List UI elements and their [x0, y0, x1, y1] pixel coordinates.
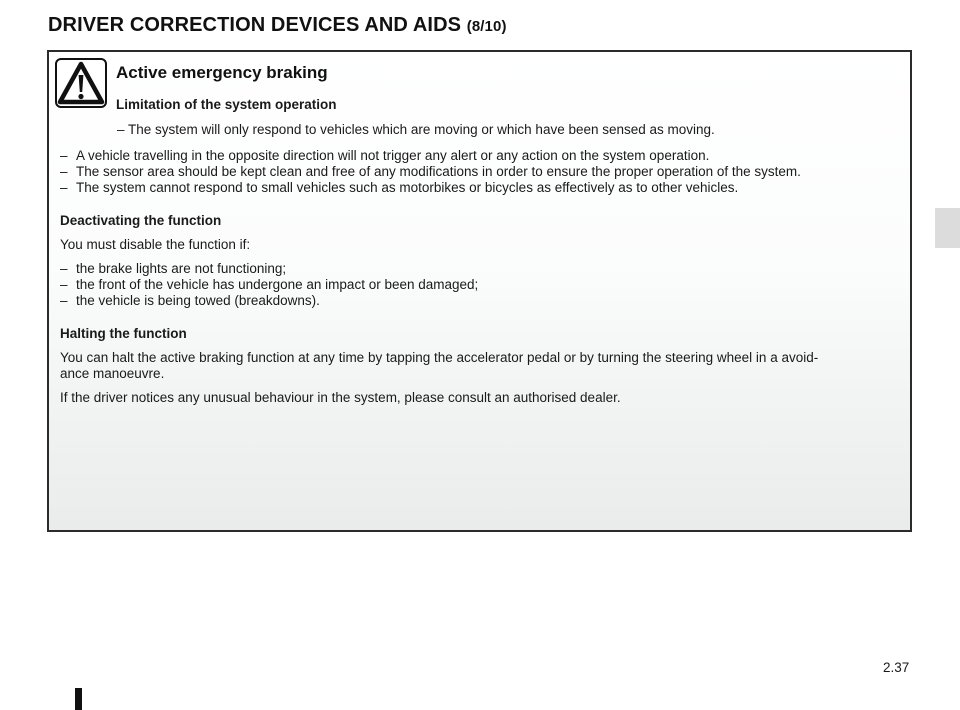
page-edge-mark: [75, 688, 82, 710]
list-item: [60, 164, 901, 180]
list-item: [60, 293, 901, 309]
list-item-text: The sensor area should be kept clean and free of any modifications in order to ensure the proper operation of the system.: [76, 164, 801, 179]
list-item-text: the brake lights are not functioning;: [76, 261, 287, 276]
warning-box: [47, 50, 912, 532]
warning-triangle-icon: [55, 58, 107, 108]
page-counter: (8/10): [466, 18, 507, 35]
list-dash: –: [60, 180, 68, 195]
page-number: 2.37: [883, 660, 910, 675]
list-dash: –: [60, 277, 68, 292]
list-item: [60, 148, 901, 164]
list-dash: –: [60, 164, 68, 179]
deactivating-heading: Deactivating the function: [60, 213, 222, 228]
page-title: [48, 14, 507, 37]
box-heading: Active emergency braking: [116, 63, 328, 82]
section-tab: [935, 208, 960, 248]
list-item: [60, 180, 901, 196]
halting-paragraph: [60, 350, 901, 382]
limitation-indented-item: – The system will only respond to vehicles which are moving or which have been sensed as moving.: [117, 122, 715, 137]
list-item: [60, 261, 901, 277]
list-item: [60, 277, 901, 293]
list-item-text: the front of the vehicle has undergone an impact or been damaged;: [76, 277, 479, 292]
list-item-text: A vehicle travelling in the opposite direction will not trigger any alert or any action on the system operation.: [76, 148, 710, 163]
list-dash: –: [60, 261, 68, 276]
list-item-text: the vehicle is being towed (breakdowns).: [76, 293, 320, 308]
warning-content: [60, 148, 901, 414]
list-item-text: The system cannot respond to small vehicles such as motorbikes or bicycles as effectively as to other vehicles.: [76, 180, 739, 195]
limitation-heading: Limitation of the system operation: [116, 97, 337, 112]
dealer-paragraph: If the driver notices any unusual behaviour in the system, please consult an authorised dealer.: [60, 390, 621, 405]
list-dash: –: [60, 148, 68, 163]
deactivating-intro: You must disable the function if:: [60, 237, 251, 252]
list-dash: –: [60, 293, 68, 308]
halting-line-1: You can halt the active braking function at any time by tapping the accelerator pedal or by turning the steering wheel in a avoid-: [60, 350, 819, 365]
page-title-text: DRIVER CORRECTION DEVICES AND AIDS: [48, 14, 462, 36]
halting-heading: Halting the function: [60, 326, 187, 341]
halting-line-2: ance manoeuvre.: [60, 366, 165, 381]
